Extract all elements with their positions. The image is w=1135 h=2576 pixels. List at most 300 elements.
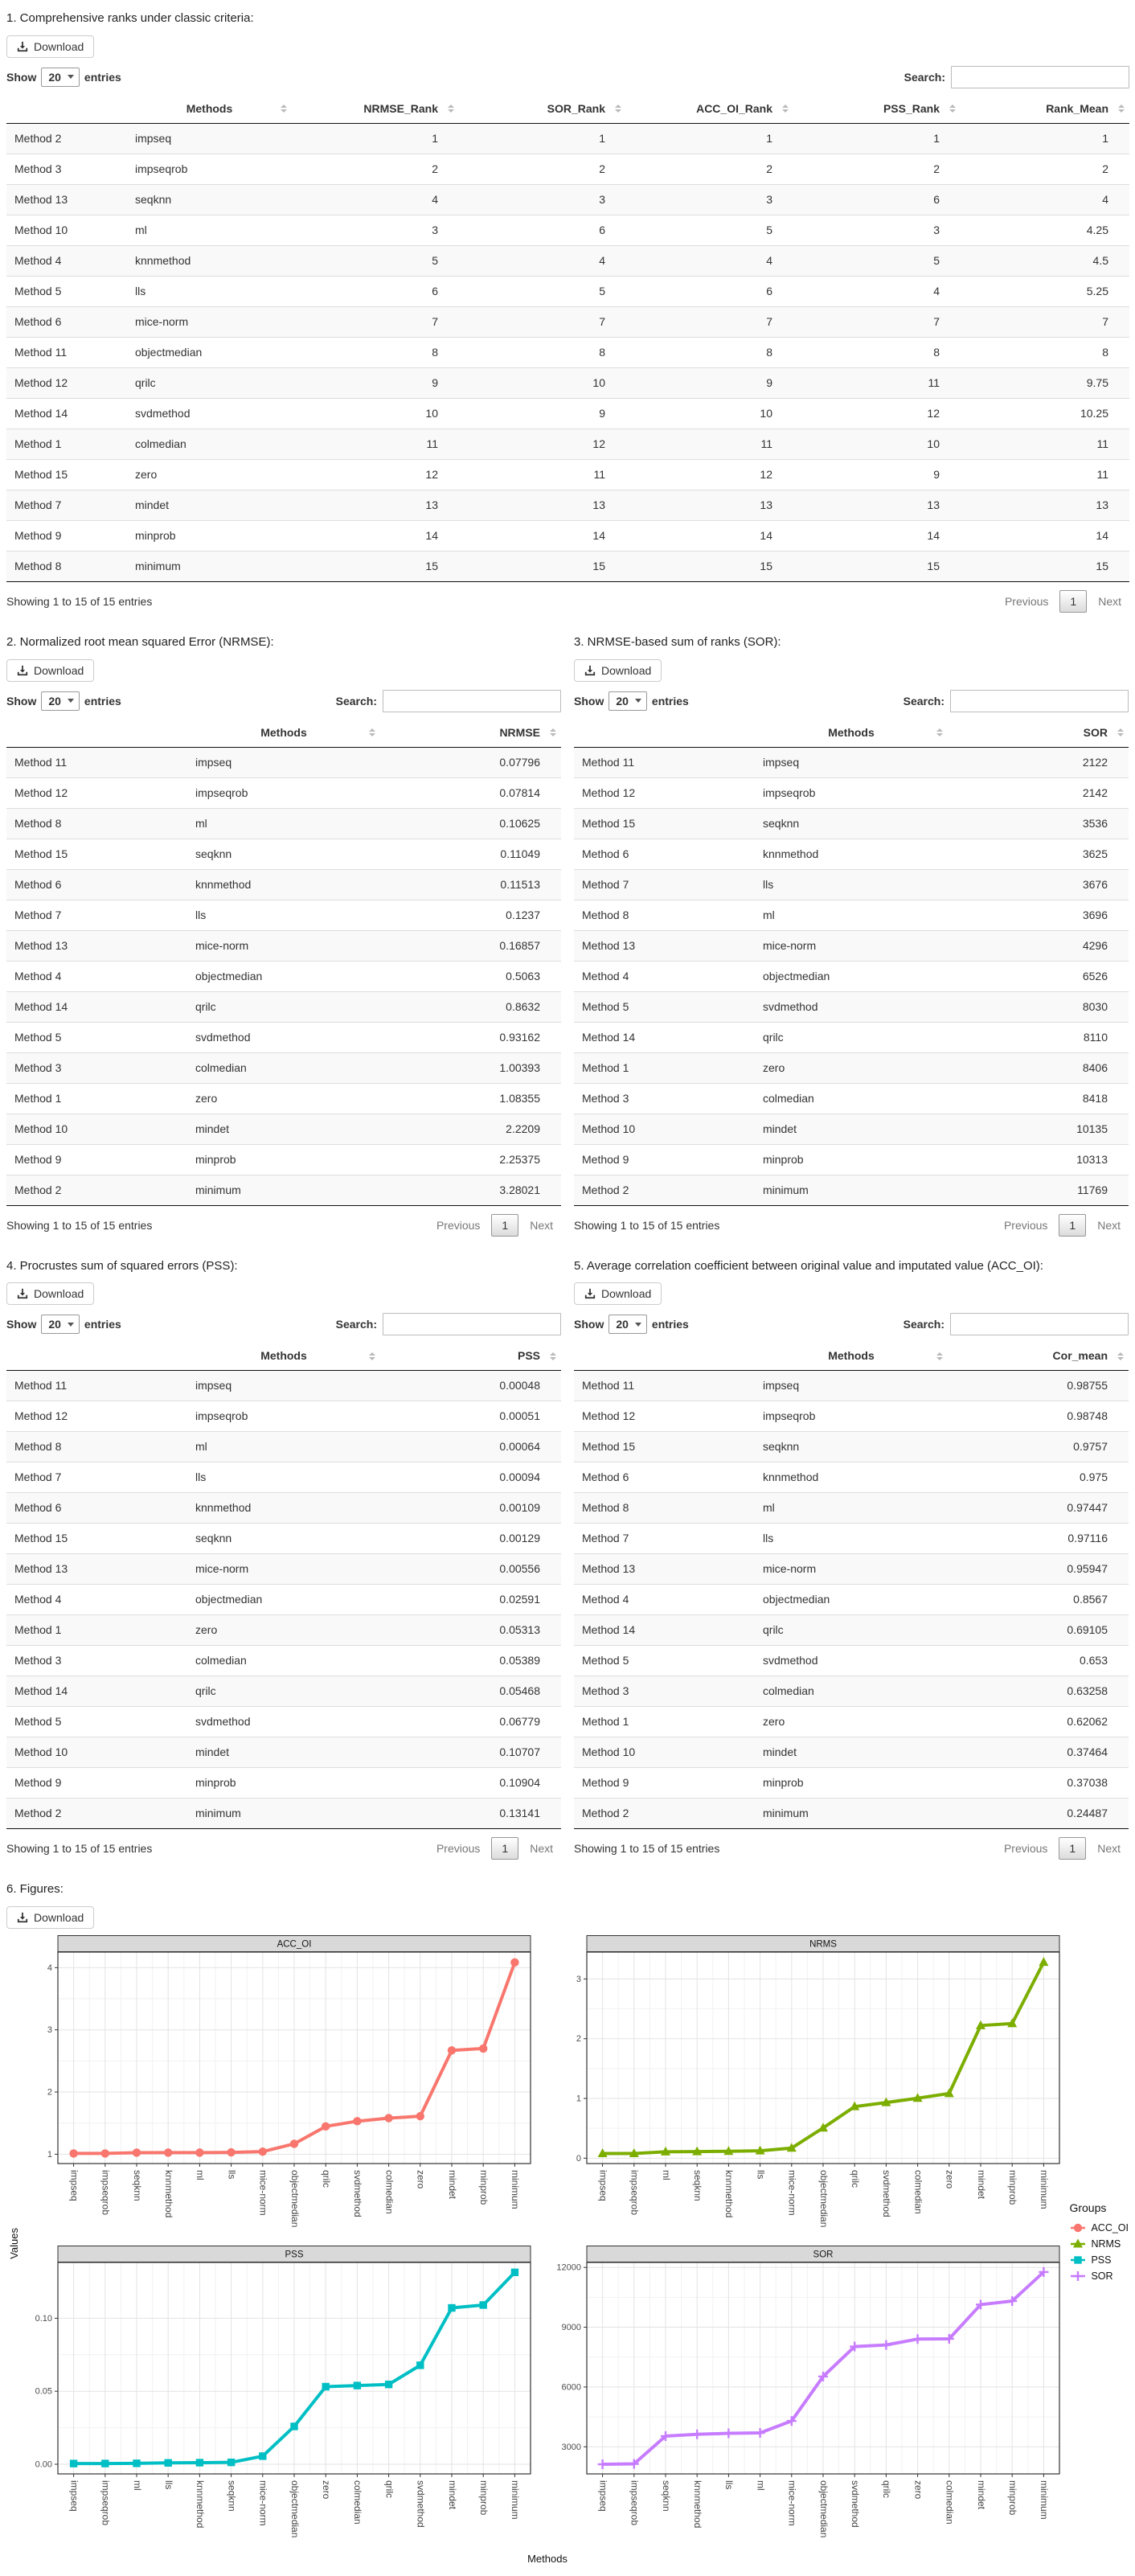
table-cell: 6526: [948, 961, 1129, 991]
table-row: [6, 900, 561, 930]
row-label-cell: Method 11: [6, 1371, 187, 1401]
svg-text:0.00: 0.00: [35, 2459, 53, 2470]
row-label-cell: Method 7: [574, 869, 755, 900]
row-label-cell: Method 3: [574, 1676, 755, 1707]
svg-text:lls: lls: [163, 2480, 175, 2490]
table-cell: 0.00064: [380, 1432, 561, 1462]
svg-text:ACC_OI: ACC_OI: [277, 1939, 312, 1950]
table-cell: 2.25375: [380, 1144, 561, 1175]
page-1-button[interactable]: 1: [491, 1837, 518, 1860]
table-cell: minprob: [755, 1144, 948, 1175]
column-header-Rank_Mean[interactable]: [961, 95, 1129, 124]
row-label-cell: Method 12: [574, 777, 755, 808]
table-cell: 1: [793, 123, 961, 154]
table-row: [6, 839, 561, 869]
row-label-cell: Method 2: [574, 1175, 755, 1205]
table-row: [574, 808, 1129, 839]
table-row: [574, 1585, 1129, 1615]
table-cell: 0.05313: [380, 1615, 561, 1646]
svg-text:minimum: minimum: [1039, 2480, 1051, 2520]
table-row: [574, 961, 1129, 991]
page-1-button[interactable]: 1: [1059, 1837, 1086, 1860]
svg-text:impseq: impseq: [597, 2480, 609, 2512]
svg-text:0.05: 0.05: [35, 2386, 53, 2397]
table-cell: 3.28021: [380, 1175, 561, 1205]
previous-button[interactable]: Previous: [1004, 594, 1049, 608]
entries-select[interactable]: [41, 1315, 80, 1334]
column-header-label: Methods: [260, 725, 307, 739]
table-cell: 1: [961, 123, 1129, 154]
search-input[interactable]: [950, 690, 1129, 712]
row-label-cell: Method 4: [6, 245, 127, 276]
page-1-button[interactable]: 1: [1059, 590, 1087, 613]
table-row: [6, 1554, 561, 1585]
download-icon: [17, 41, 28, 52]
row-label-header: [574, 1342, 755, 1371]
table-cell: mice-norm: [127, 306, 292, 337]
table-row: [6, 1371, 561, 1401]
previous-button[interactable]: Previous: [1003, 1218, 1048, 1232]
table-cell: minimum: [187, 1175, 380, 1205]
table-cell: 10: [793, 429, 961, 459]
svg-text:colmedian: colmedian: [944, 2480, 957, 2525]
table-row: [574, 839, 1129, 869]
table-row: [6, 1707, 561, 1737]
show-label: Show: [6, 1318, 37, 1331]
sort-icon: [615, 105, 621, 113]
download-button[interactable]: [6, 1282, 94, 1305]
svg-text:zero: zero: [321, 2480, 333, 2500]
column-header-label: PSS: [517, 1349, 540, 1363]
table-cell: seqknn: [187, 1524, 380, 1554]
sor-table: [574, 719, 1129, 1206]
table-cell: ml: [755, 900, 948, 930]
show-entries-control: [6, 68, 121, 87]
column-header-Methods[interactable]: [187, 1342, 380, 1371]
column-header-label: Cor_mean: [1052, 1349, 1108, 1363]
sort-icon: [448, 105, 454, 113]
section-nrmse: [6, 630, 561, 1240]
cor-mean-table: [574, 1342, 1129, 1829]
table-cell: qrilc: [187, 1676, 380, 1707]
table-row: [6, 123, 1129, 154]
column-header-Methods[interactable]: [187, 719, 380, 748]
table-footer: [6, 1206, 561, 1240]
table-row: [6, 1676, 561, 1707]
download-button[interactable]: [574, 659, 662, 682]
entries-select[interactable]: [41, 691, 80, 711]
row-label-cell: Method 14: [574, 1615, 755, 1646]
svg-text:3000: 3000: [561, 2442, 582, 2452]
table-cell: 0.07796: [380, 747, 561, 777]
table-cell: 1: [459, 123, 626, 154]
table-cell: zero: [187, 1615, 380, 1646]
row-label-cell: Method 10: [6, 215, 127, 245]
svg-text:mindet: mindet: [447, 2170, 459, 2200]
table-cell: objectmedian: [755, 961, 948, 991]
previous-button[interactable]: Previous: [436, 1218, 481, 1232]
table-row: [6, 961, 561, 991]
table-row: [6, 1083, 561, 1114]
row-label-cell: Method 5: [574, 991, 755, 1022]
table-cell: 0.8632: [380, 991, 561, 1022]
table-cell: 0.00109: [380, 1493, 561, 1524]
table-cell: mice-norm: [755, 930, 948, 961]
search-control: [336, 690, 561, 712]
table-cell: svdmethod: [755, 991, 948, 1022]
table-cell: impseq: [755, 747, 948, 777]
table-cell: 5: [626, 215, 793, 245]
row-label-cell: Method 10: [6, 1114, 187, 1144]
legend-label: PSS: [1091, 2254, 1112, 2266]
table-cell: 4.5: [961, 245, 1129, 276]
row-label-cell: Method 11: [6, 337, 127, 367]
column-header-label: NRMSE: [499, 725, 540, 739]
download-button[interactable]: [6, 1906, 94, 1929]
svg-text:seqknn: seqknn: [226, 2480, 238, 2512]
download-label: Download: [34, 1911, 84, 1924]
table-cell: 4: [626, 245, 793, 276]
svg-text:objectmedian: objectmedian: [818, 2480, 830, 2538]
table-cell: colmedian: [755, 1083, 948, 1114]
entries-select-value: 20: [616, 694, 629, 708]
table-cell: lls: [127, 276, 292, 306]
table-cell: 12: [292, 459, 459, 490]
row-label-cell: Method 12: [6, 1401, 187, 1432]
column-header-label: SOR_Rank: [547, 101, 605, 115]
table-cell: 5.25: [961, 276, 1129, 306]
table-cell: 10: [626, 398, 793, 429]
table-cell: 13: [626, 490, 793, 520]
column-header-NRMSE_Rank[interactable]: [292, 95, 459, 124]
svg-text:0.10: 0.10: [35, 2313, 53, 2324]
row-label-cell: Method 2: [6, 123, 127, 154]
table-cell: lls: [187, 1462, 380, 1493]
svg-text:ml: ml: [661, 2170, 673, 2180]
table-cell: 5: [459, 276, 626, 306]
svg-text:minimum: minimum: [510, 2480, 522, 2520]
row-label-cell: Method 6: [574, 839, 755, 869]
next-button[interactable]: Next: [530, 1842, 553, 1856]
column-header-Cor_mean[interactable]: [948, 1342, 1129, 1371]
column-header-ACC_OI_Rank[interactable]: [626, 95, 793, 124]
legend: [1064, 1935, 1129, 2551]
chart-sor: [550, 2246, 1064, 2551]
next-button[interactable]: Next: [530, 1218, 553, 1232]
table-row: [574, 1432, 1129, 1462]
table-row: [6, 869, 561, 900]
chevron-down-icon: [635, 699, 641, 703]
download-button[interactable]: [6, 659, 94, 682]
table-cell: 0.06779: [380, 1707, 561, 1737]
table-row: [6, 154, 1129, 184]
chevron-down-icon: [68, 75, 74, 79]
table-cell: qrilc: [755, 1615, 948, 1646]
svg-text:3: 3: [576, 1974, 582, 1984]
legend-title: Groups: [1069, 2201, 1107, 2214]
table-cell: 0.37464: [948, 1737, 1129, 1768]
svg-text:1: 1: [576, 2094, 582, 2104]
svg-text:objectmedian: objectmedian: [289, 2170, 301, 2228]
table-cell: 14: [292, 520, 459, 551]
table-cell: 3536: [948, 808, 1129, 839]
table-cell: 0.98755: [948, 1371, 1129, 1401]
svg-text:colmedian: colmedian: [352, 2480, 364, 2525]
svg-text:impseq: impseq: [597, 2170, 609, 2201]
table-cell: 11: [292, 429, 459, 459]
table-row: [6, 1432, 561, 1462]
row-label-cell: Method 10: [6, 1737, 187, 1768]
svg-text:qrilc: qrilc: [850, 2170, 862, 2188]
download-label: Download: [34, 1287, 84, 1301]
table-row: [574, 1493, 1129, 1524]
show-label: Show: [574, 694, 604, 708]
entries-select[interactable]: [608, 1315, 647, 1334]
download-button[interactable]: [6, 35, 94, 58]
row-label-cell: Method 10: [574, 1114, 755, 1144]
row-label-cell: Method 5: [6, 1022, 187, 1052]
svg-text:minimum: minimum: [510, 2170, 522, 2209]
svg-text:minprob: minprob: [1007, 2480, 1019, 2516]
next-button[interactable]: Next: [1097, 1842, 1121, 1856]
page-1-button[interactable]: 1: [491, 1214, 518, 1237]
table-cell: 8: [292, 337, 459, 367]
table-row: [574, 869, 1129, 900]
row-label-cell: Method 7: [574, 1524, 755, 1554]
column-header-SOR_Rank[interactable]: [459, 95, 626, 124]
svg-text:2: 2: [47, 2087, 53, 2098]
table-cell: 0.1237: [380, 900, 561, 930]
previous-button[interactable]: Previous: [1003, 1842, 1048, 1856]
download-icon: [584, 665, 596, 676]
table-footer: [574, 1829, 1129, 1863]
row-label-cell: Method 13: [6, 184, 127, 215]
row-label-cell: Method 6: [6, 1493, 187, 1524]
svg-text:colmedian: colmedian: [383, 2170, 395, 2214]
row-label-cell: Method 14: [6, 398, 127, 429]
table-cell: 0.11049: [380, 839, 561, 869]
svg-text:qrilc: qrilc: [383, 2480, 395, 2499]
table-cell: 2: [292, 154, 459, 184]
table-cell: 2: [626, 154, 793, 184]
table-row: [6, 1615, 561, 1646]
table-row: [574, 747, 1129, 777]
entries-select[interactable]: [608, 691, 647, 711]
table-cell: mindet: [187, 1737, 380, 1768]
table-cell: 0.97447: [948, 1493, 1129, 1524]
svg-text:mindet: mindet: [447, 2480, 459, 2510]
next-button[interactable]: Next: [1097, 1218, 1121, 1232]
svg-text:mice-norm: mice-norm: [258, 2480, 270, 2526]
column-header-Methods[interactable]: [127, 95, 292, 124]
row-label-header: [6, 719, 187, 748]
column-header-SOR[interactable]: [948, 719, 1129, 748]
table-footer: [6, 1829, 561, 1863]
table-cell: colmedian: [187, 1052, 380, 1083]
column-header-PSS[interactable]: [380, 1342, 561, 1371]
section-title: 5. Average correlation coefficient between original value and imputated value (ACC_OI):: [574, 1258, 1043, 1273]
table-cell: 6: [626, 276, 793, 306]
table-cell: 0.5063: [380, 961, 561, 991]
svg-text:4: 4: [47, 1963, 53, 1973]
row-label-cell: Method 1: [6, 1083, 187, 1114]
row-label-cell: Method 9: [6, 1144, 187, 1175]
table-controls: [6, 690, 561, 712]
svg-text:impseq: impseq: [68, 2170, 80, 2201]
column-header-Methods[interactable]: [755, 719, 948, 748]
table-cell: 0.05468: [380, 1676, 561, 1707]
table-row: [574, 1676, 1129, 1707]
table-row: [6, 184, 1129, 215]
table-cell: 4.25: [961, 215, 1129, 245]
table-cell: seqknn: [187, 839, 380, 869]
table-cell: 0.97116: [948, 1524, 1129, 1554]
table-cell: 0.11513: [380, 869, 561, 900]
table-cell: 0.24487: [948, 1799, 1129, 1829]
entries-select-value: 20: [48, 70, 61, 84]
row-label-cell: Method 8: [6, 808, 187, 839]
table-cell: 8406: [948, 1052, 1129, 1083]
search-control: [336, 1313, 561, 1335]
table-row: [6, 991, 561, 1022]
table-cell: 11: [626, 429, 793, 459]
search-label: Search:: [903, 694, 944, 708]
table-cell: seqknn: [755, 1432, 948, 1462]
sort-icon: [369, 728, 375, 736]
table-row: [6, 1175, 561, 1205]
table-cell: impseq: [187, 1371, 380, 1401]
table-cell: minprob: [755, 1768, 948, 1799]
table-cell: colmedian: [187, 1646, 380, 1676]
row-label-cell: Method 8: [6, 551, 127, 581]
row-pss-accoi: [6, 1254, 1129, 1878]
row-label-cell: Method 7: [6, 1462, 187, 1493]
row-label-cell: Method 3: [574, 1083, 755, 1114]
search-label: Search:: [335, 1318, 377, 1331]
table-info: Showing 1 to 15 of 15 entries: [6, 594, 153, 608]
legend-label: SOR: [1091, 2270, 1113, 2282]
table-cell: 0.00129: [380, 1524, 561, 1554]
row-label-cell: Method 4: [6, 1585, 187, 1615]
svg-text:knnmethod: knnmethod: [163, 2170, 175, 2218]
figure-panel: [6, 1935, 1129, 2551]
search-input[interactable]: [383, 690, 561, 712]
table-row: [574, 1144, 1129, 1175]
search-input[interactable]: [383, 1313, 561, 1335]
row-label-cell: Method 1: [574, 1052, 755, 1083]
table-cell: 5: [292, 245, 459, 276]
chevron-down-icon: [68, 1323, 74, 1327]
svg-text:impseqrob: impseqrob: [629, 2480, 641, 2526]
column-header-label: ACC_OI_Rank: [696, 101, 772, 115]
table-row: [574, 777, 1129, 808]
table-cell: zero: [187, 1083, 380, 1114]
row-label-cell: Method 13: [574, 930, 755, 961]
column-header-label: Rank_Mean: [1046, 101, 1108, 115]
table-cell: 9: [626, 367, 793, 398]
column-header-NRMSE[interactable]: [380, 719, 561, 748]
table-row: [6, 777, 561, 808]
svg-text:zero: zero: [912, 2480, 924, 2500]
search-input[interactable]: [951, 66, 1129, 88]
entries-select[interactable]: [41, 68, 80, 87]
table-cell: 0.05389: [380, 1646, 561, 1676]
sort-icon: [936, 1352, 943, 1360]
column-header-label: Methods: [828, 725, 875, 739]
table-cell: lls: [755, 869, 948, 900]
row-label-cell: Method 11: [574, 1371, 755, 1401]
legend-entry-SOR: [1069, 2269, 1129, 2283]
table-row: [574, 1371, 1129, 1401]
svg-text:9000: 9000: [561, 2323, 582, 2333]
download-icon: [17, 665, 28, 676]
table-cell: zero: [127, 459, 292, 490]
section-pss: [6, 1254, 561, 1864]
table-cell: objectmedian: [127, 337, 292, 367]
table-cell: 0.63258: [948, 1676, 1129, 1707]
svg-text:ml: ml: [132, 2480, 144, 2491]
table-cell: qrilc: [187, 991, 380, 1022]
svg-text:qrilc: qrilc: [321, 2170, 333, 2188]
legend-label: ACC_OI: [1091, 2222, 1129, 2233]
table-cell: 0.10904: [380, 1768, 561, 1799]
column-header-Methods[interactable]: [755, 1342, 948, 1371]
table-row: [6, 1052, 561, 1083]
table-row: [574, 1175, 1129, 1205]
next-button[interactable]: Next: [1098, 594, 1121, 608]
svg-text:mice-norm: mice-norm: [787, 2480, 799, 2526]
table-cell: svdmethod: [755, 1646, 948, 1676]
table-cell: ml: [755, 1493, 948, 1524]
download-label: Download: [34, 663, 84, 677]
search-input[interactable]: [950, 1313, 1129, 1335]
download-label: Download: [601, 1287, 652, 1301]
table-cell: 13: [961, 490, 1129, 520]
column-header-PSS_Rank[interactable]: [793, 95, 961, 124]
table-row: [6, 1799, 561, 1829]
previous-button[interactable]: Previous: [436, 1842, 481, 1856]
download-button[interactable]: [574, 1282, 662, 1305]
table-controls: [574, 690, 1129, 712]
table-controls: [6, 1313, 561, 1335]
table-cell: 0.00048: [380, 1371, 561, 1401]
svg-text:knnmethod: knnmethod: [692, 2480, 704, 2529]
table-cell: zero: [755, 1052, 948, 1083]
table-cell: 15: [626, 551, 793, 581]
table-cell: mice-norm: [755, 1554, 948, 1585]
table-row: [574, 900, 1129, 930]
table-cell: 12: [793, 398, 961, 429]
entries-label: entries: [651, 1318, 689, 1331]
nrmse-table: [6, 719, 561, 1206]
table-cell: 3: [459, 184, 626, 215]
table-footer: [6, 582, 1129, 616]
svg-text:svdmethod: svdmethod: [850, 2480, 862, 2528]
table-cell: objectmedian: [755, 1585, 948, 1615]
row-label-header: [6, 95, 127, 124]
chart-nrms: [550, 1935, 1064, 2241]
page-1-button[interactable]: 1: [1059, 1214, 1086, 1237]
row-label-cell: Method 15: [6, 839, 187, 869]
pagination: [997, 590, 1129, 613]
table-info: Showing 1 to 15 of 15 entries: [6, 1218, 153, 1232]
table-cell: 10: [459, 367, 626, 398]
column-header-label: PSS_Rank: [883, 101, 940, 115]
svg-text:1: 1: [47, 2149, 53, 2160]
row-label-cell: Method 6: [6, 869, 187, 900]
table-row: [6, 398, 1129, 429]
table-cell: minprob: [187, 1768, 380, 1799]
